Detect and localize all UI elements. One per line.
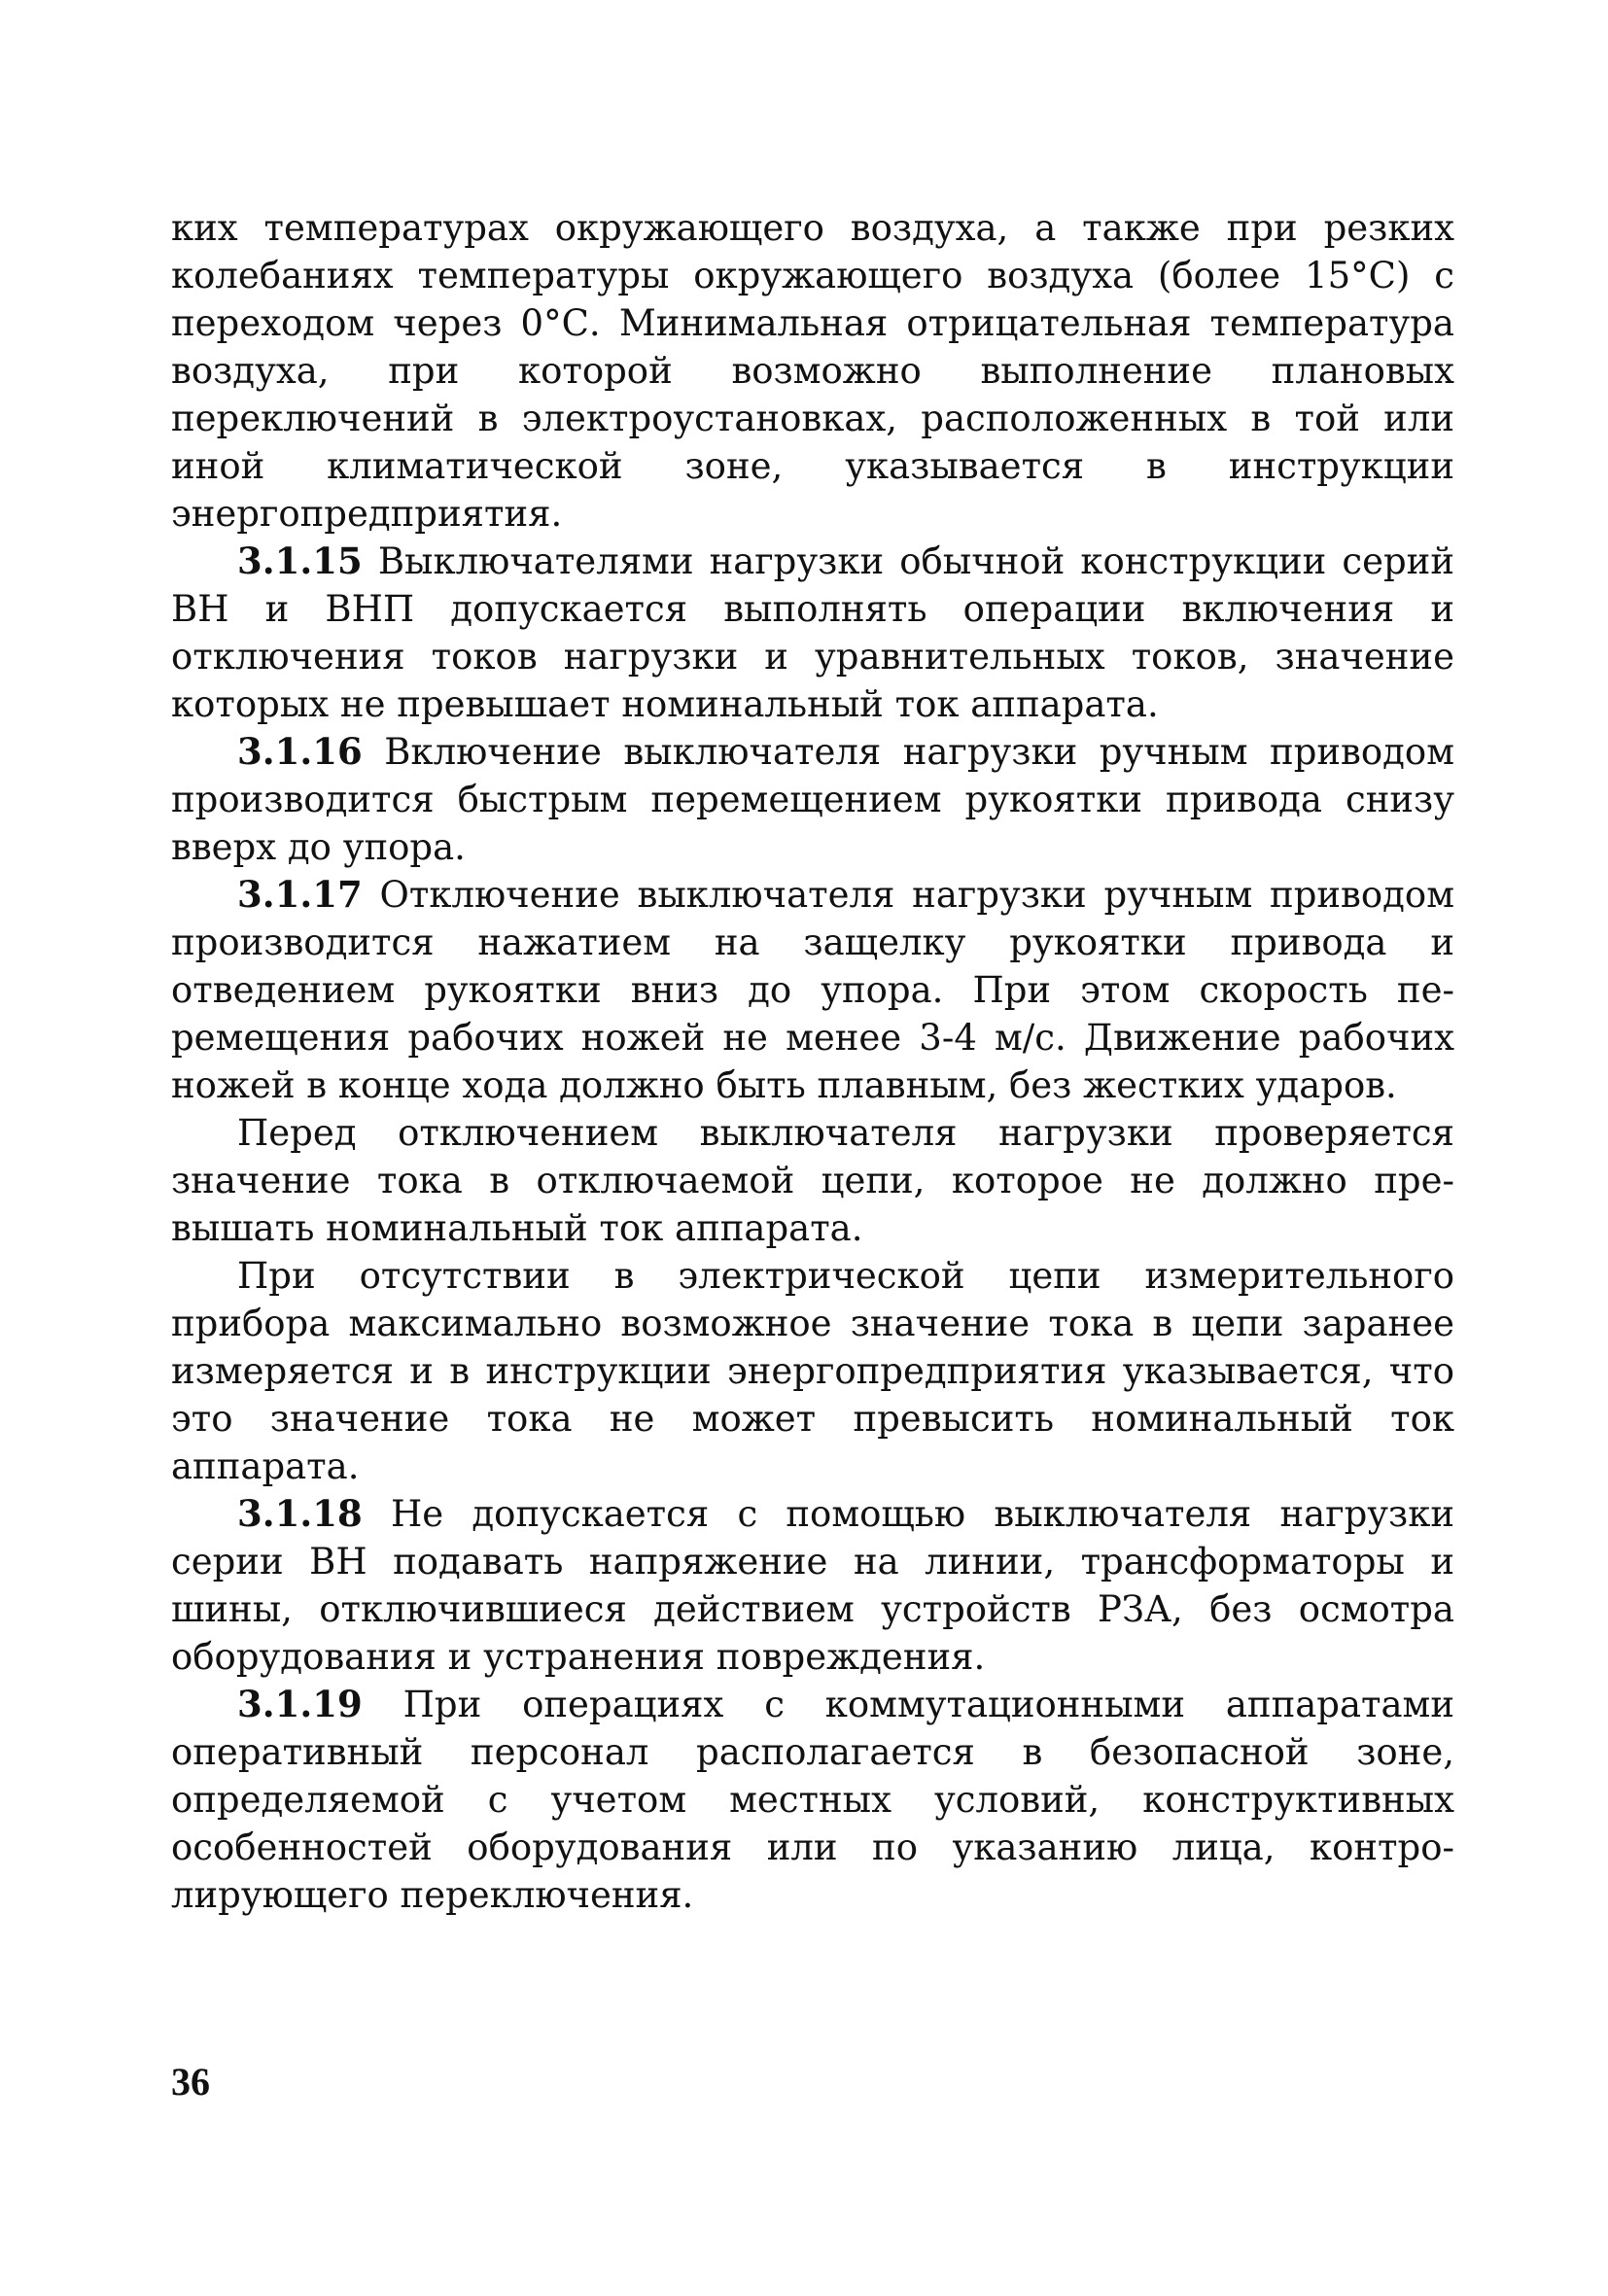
page-number: 36 bbox=[171, 2060, 210, 2104]
clause-number: 3.1.15 bbox=[237, 539, 363, 582]
clause-3-1-15 bbox=[171, 538, 1454, 728]
paragraph-text: Перед отключением выключателя нагрузки проверяется значение тока в отключаемой цепи, которое не должно превышать номинальный ток аппарата. bbox=[171, 1112, 1454, 1249]
page-body bbox=[171, 204, 1454, 1919]
paragraph-text: ких температурах окружающего воздуха, а также при резких колебаниях температуры окружающего воздуха (более 15°С) с переходом через 0°С. Минимальная отрицательная температура воздуха, при которой возможно выполнение плановых переключений в электроустановках, расположенных в той или иной климатической зоне, указывается в инструкции энергопредприятия. bbox=[171, 207, 1454, 535]
paragraph-continuation bbox=[171, 204, 1454, 538]
clause-text: Выключателями нагрузки обычной конструкции серий ВН и ВНП допускается выполнять операции включения и отключения токов нагрузки и уравнительных токов, значение которых не превышает номинальный ток аппарата. bbox=[171, 540, 1454, 725]
clause-3-1-17 bbox=[171, 871, 1454, 1109]
clause-3-1-16 bbox=[171, 728, 1454, 871]
clause-text: При операциях с коммутационными аппаратами оперативный персонал располагается в безопасной зоне, определяемой с учетом местных условий, конструктивных особенностей оборудования или по указанию лица, контролирующего переключения. bbox=[171, 1684, 1454, 1916]
clause-number: 3.1.17 bbox=[237, 873, 363, 916]
clause-number: 3.1.18 bbox=[237, 1492, 363, 1535]
paragraph-before-disconnect bbox=[171, 1109, 1454, 1252]
clause-3-1-19 bbox=[171, 1681, 1454, 1919]
clause-text: Отключение выключателя нагрузки ручным приводом производится нажатием на защелку рукоятки привода и отведением рукоятки вниз до упора. При этом скорость перемещения рабочих ножей не менее 3-4 м/с. Движение рабочих ножей в конце хода должно быть плавным, без жестких ударов. bbox=[171, 874, 1454, 1106]
clause-number: 3.1.19 bbox=[237, 1683, 363, 1725]
clause-text: Включение выключателя нагрузки ручным приводом производится быстрым перемещением рукоятки привода снизу вверх до упора. bbox=[171, 731, 1454, 868]
paragraph-no-meter bbox=[171, 1252, 1454, 1490]
clause-number: 3.1.16 bbox=[237, 730, 363, 773]
paragraph-text: При отсутствии в электрической цепи измерительного прибора максимально возможное значение тока в цепи заранее измеряется и в инструкции энергопредприятия указывается, что это значение тока не может превысить номинальный ток аппарата. bbox=[171, 1255, 1454, 1487]
clause-text: Не допускается с помощью выключателя нагрузки серии ВН подавать напряжение на линии, трансформаторы и шины, отключившиеся действием устройств РЗА, без осмотра оборудования и устранения повреждения. bbox=[171, 1493, 1454, 1678]
clause-3-1-18 bbox=[171, 1490, 1454, 1681]
